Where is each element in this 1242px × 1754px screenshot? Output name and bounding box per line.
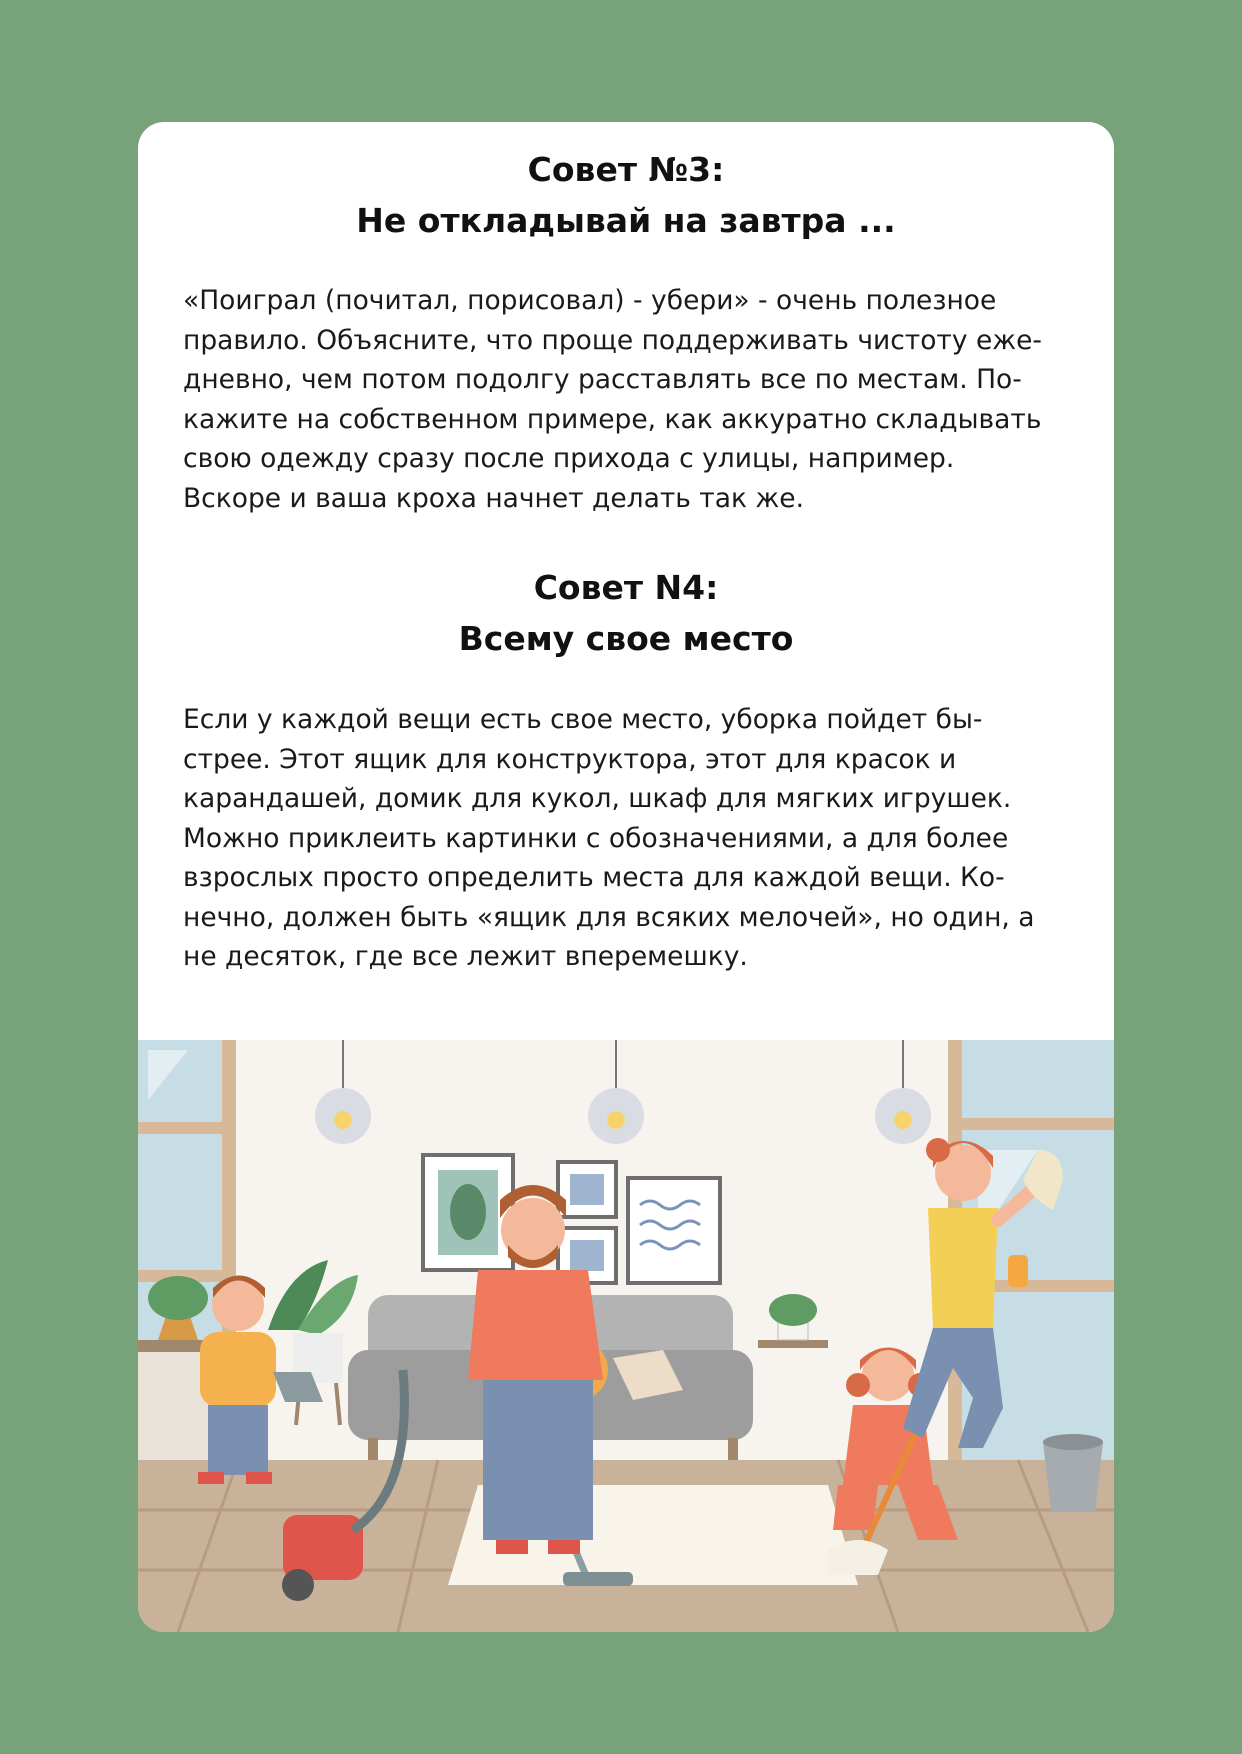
tip4-body-line: нечно, должен быть «ящик для всяких мелочей», но один, а bbox=[183, 901, 1035, 933]
tip3-title-line2: Не откладывай на завтра ... bbox=[356, 201, 896, 240]
tip4-body-line: взрослых просто определить места для каждой вещи. Ко- bbox=[183, 862, 1005, 893]
bucket bbox=[1043, 1434, 1103, 1512]
tip3-title-line1: Совет №3: bbox=[527, 150, 725, 189]
tip3-title bbox=[138, 144, 1114, 246]
tip3-body-line: «Поиграл (почитал, порисовал) - убери» - очень полезное bbox=[183, 285, 997, 316]
tip3-body-line: свою одежду сразу после прихода с улицы, например. bbox=[183, 443, 955, 474]
tip3-body-line: дневно, чем потом подолгу расставлять все по местам. По- bbox=[183, 364, 1022, 395]
tip4-body-line: Можно приклеить картинки с обозначениями, а для более bbox=[183, 822, 1009, 854]
content-card bbox=[138, 122, 1114, 1632]
tip3-body bbox=[138, 281, 1114, 518]
tip4-body-line: не десяток, где все лежит вперемешку. bbox=[183, 941, 748, 972]
tip4-title-line2: Всему свое место bbox=[458, 619, 794, 658]
tip4-body-line: карандашей, домик для кукол, шкаф для мягких игрушек. bbox=[183, 783, 1012, 814]
tip4-title-line1: Совет N4: bbox=[533, 568, 719, 607]
tip3-body-line: правило. Объясните, что проще поддерживать чистоту еже- bbox=[183, 324, 1042, 356]
family-cleaning-illustration bbox=[138, 1040, 1114, 1632]
tip4-body-line: стрее. Этот ящик для конструктора, этот для красок и bbox=[183, 743, 957, 775]
tip4-body bbox=[138, 700, 1114, 977]
tip4-title bbox=[138, 562, 1114, 664]
tip4-body-line: Если у каждой вещи есть свое место, уборка пойдет бы- bbox=[183, 704, 983, 735]
side-cabinet bbox=[138, 1350, 208, 1470]
tip3-body-line: Вскоре и ваша кроха начнет делать так же. bbox=[183, 482, 805, 514]
tip3-body-line: кажите на собственном примере, как аккуратно складывать bbox=[183, 403, 1042, 435]
